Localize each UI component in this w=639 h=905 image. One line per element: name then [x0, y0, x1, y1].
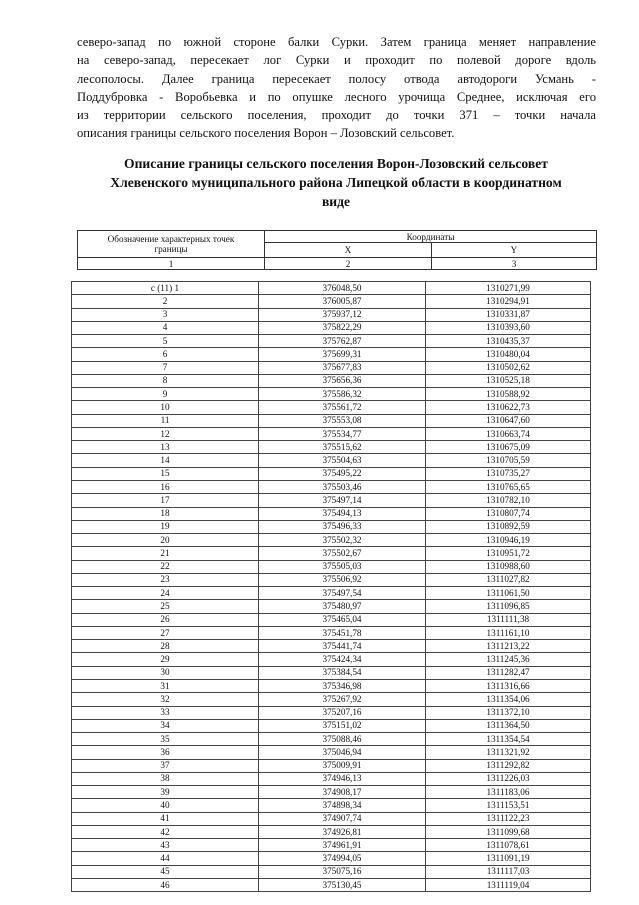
y-cell: 1310807,74 [426, 507, 591, 520]
y-cell: 1310782,10 [426, 494, 591, 507]
y-cell: 1311117,03 [426, 865, 591, 878]
y-cell: 1311226,03 [426, 772, 591, 785]
point-cell: 45 [72, 865, 259, 878]
point-cell: 40 [72, 799, 259, 812]
point-cell: 32 [72, 693, 259, 706]
table-row [72, 878, 591, 891]
table-row [72, 547, 591, 560]
y-cell: 1310705,59 [426, 454, 591, 467]
point-cell: 34 [72, 719, 259, 732]
point-cell: 20 [72, 534, 259, 547]
y-cell: 1311099,68 [426, 825, 591, 838]
table-row [72, 467, 591, 480]
y-cell: 1311372,10 [426, 706, 591, 719]
x-cell: 374946,13 [259, 772, 426, 785]
table-row [72, 865, 591, 878]
x-cell: 375494,13 [259, 507, 426, 520]
y-cell: 1310622,73 [426, 401, 591, 414]
x-cell: 374961,91 [259, 839, 426, 852]
table-row [72, 640, 591, 653]
y-cell: 1311119,04 [426, 878, 591, 891]
point-cell: 9 [72, 388, 259, 401]
y-cell: 1311183,06 [426, 786, 591, 799]
point-cell: 12 [72, 427, 259, 440]
point-cell: 35 [72, 733, 259, 746]
paragraph-line: описания границы сельского поселения Ворон – Лозовский сельсовет. [77, 126, 455, 141]
table-row [72, 799, 591, 812]
y-cell: 1311292,82 [426, 759, 591, 772]
point-cell: 2 [72, 295, 259, 308]
table-row [72, 626, 591, 639]
table-row [72, 600, 591, 613]
x-cell: 374994,05 [259, 852, 426, 865]
y-cell: 1310647,60 [426, 414, 591, 427]
x-cell: 375088,46 [259, 733, 426, 746]
table-row [72, 494, 591, 507]
x-cell: 375515,62 [259, 441, 426, 454]
point-cell: 22 [72, 560, 259, 573]
table-row [72, 613, 591, 626]
y-cell: 1311213,22 [426, 640, 591, 653]
table-row [72, 759, 591, 772]
y-cell: 1311096,85 [426, 600, 591, 613]
x-cell: 375465,04 [259, 613, 426, 626]
point-cell: 3 [72, 308, 259, 321]
x-cell: 375496,33 [259, 520, 426, 533]
point-cell: 41 [72, 812, 259, 825]
x-cell: 374926,81 [259, 825, 426, 838]
point-cell: 7 [72, 361, 259, 374]
x-cell: 375267,92 [259, 693, 426, 706]
point-cell: 4 [72, 321, 259, 334]
point-cell: 17 [72, 494, 259, 507]
y-cell: 1311061,50 [426, 587, 591, 600]
point-cell: 44 [72, 852, 259, 865]
y-cell: 1310892,59 [426, 520, 591, 533]
y-cell: 1310765,65 [426, 480, 591, 493]
y-cell: 1310393,60 [426, 321, 591, 334]
table-row [72, 282, 591, 295]
x-cell: 375553,08 [259, 414, 426, 427]
x-header: X [265, 243, 432, 258]
point-cell: 11 [72, 414, 259, 427]
y-cell: 1310525,18 [426, 374, 591, 387]
table-row [72, 308, 591, 321]
x-cell: 375656,36 [259, 374, 426, 387]
point-cell: 39 [72, 786, 259, 799]
table-row [72, 388, 591, 401]
column-number: 2 [265, 258, 432, 270]
x-cell: 375503,46 [259, 480, 426, 493]
y-cell: 1311153,51 [426, 799, 591, 812]
point-cell: 36 [72, 746, 259, 759]
table-row [72, 361, 591, 374]
table-row [72, 295, 591, 308]
table-row [72, 335, 591, 348]
point-cell: 5 [72, 335, 259, 348]
y-cell: 1311354,54 [426, 733, 591, 746]
point-cell: 25 [72, 600, 259, 613]
table-row [72, 401, 591, 414]
heading-line: Описание границы сельского поселения Ворон-Лозовский сельсовет [124, 156, 548, 171]
table-row [72, 454, 591, 467]
point-cell: 33 [72, 706, 259, 719]
table-row [72, 507, 591, 520]
point-cell: 16 [72, 480, 259, 493]
x-cell: 375384,54 [259, 666, 426, 679]
x-cell: 375075,16 [259, 865, 426, 878]
point-cell: 6 [72, 348, 259, 361]
paragraph-line: северо-запад по южной стороне балки Сурки. Затем граница меняет направление [77, 35, 596, 49]
y-cell: 1311282,47 [426, 666, 591, 679]
paragraph-line: лесополосы. Далее граница пересекает полосу отвода автодороги Усмань - [77, 71, 596, 86]
x-cell: 375009,91 [259, 759, 426, 772]
x-cell: 375046,94 [259, 746, 426, 759]
y-cell: 1311078,61 [426, 839, 591, 852]
y-cell: 1311364,50 [426, 719, 591, 732]
x-cell: 375699,31 [259, 348, 426, 361]
point-cell: 42 [72, 825, 259, 838]
point-cell: 8 [72, 374, 259, 387]
y-cell: 1311111,38 [426, 613, 591, 626]
column-number: 3 [432, 258, 597, 270]
x-cell: 374907,74 [259, 812, 426, 825]
point-cell: 21 [72, 547, 259, 560]
table-row [72, 852, 591, 865]
point-cell: 15 [72, 467, 259, 480]
x-cell: 375534,77 [259, 427, 426, 440]
x-cell: 375502,67 [259, 547, 426, 560]
x-cell: 375502,32 [259, 534, 426, 547]
y-cell: 1310480,04 [426, 348, 591, 361]
table-row [72, 520, 591, 533]
x-cell: 375586,32 [259, 388, 426, 401]
section-heading [70, 154, 602, 211]
point-designation-header: Обозначение характерных точек границы [78, 231, 265, 258]
table-row [72, 348, 591, 361]
y-cell: 1310331,87 [426, 308, 591, 321]
y-cell: 1311122,23 [426, 812, 591, 825]
y-cell: 1311354,06 [426, 693, 591, 706]
table-row [72, 679, 591, 692]
y-cell: 1311245,36 [426, 653, 591, 666]
point-cell: 29 [72, 653, 259, 666]
x-cell: 375497,54 [259, 587, 426, 600]
x-cell: 375506,92 [259, 573, 426, 586]
point-cell: 24 [72, 587, 259, 600]
table-row [72, 573, 591, 586]
point-cell: 31 [72, 679, 259, 692]
paragraph-line: из территории сельского поселения, проходит до точки 371 – точки начала [77, 108, 596, 123]
point-cell: 38 [72, 772, 259, 785]
table-row [72, 374, 591, 387]
x-cell: 374908,17 [259, 786, 426, 799]
x-cell: 375505,03 [259, 560, 426, 573]
x-cell: 375504,63 [259, 454, 426, 467]
point-cell: 28 [72, 640, 259, 653]
y-cell: 1311027,82 [426, 573, 591, 586]
point-cell: 37 [72, 759, 259, 772]
table-row [72, 666, 591, 679]
coordinates-header: Координаты [265, 231, 597, 243]
table-row [72, 480, 591, 493]
table-row [72, 653, 591, 666]
table-row [72, 706, 591, 719]
y-cell: 1311091,19 [426, 852, 591, 865]
x-cell: 374898,34 [259, 799, 426, 812]
table-row [72, 746, 591, 759]
point-cell: 10 [72, 401, 259, 414]
table-row [72, 560, 591, 573]
coordinates-table [71, 281, 591, 892]
paragraph-line: Поддубровка - Воробьевка и по опушке лесного урочища Среднее, исключая его [77, 89, 596, 104]
y-cell: 1310271,99 [426, 282, 591, 295]
table-row [72, 733, 591, 746]
x-cell: 375677,83 [259, 361, 426, 374]
table-row [72, 786, 591, 799]
boundary-description-paragraph [77, 33, 596, 143]
table-row [72, 534, 591, 547]
table-row [72, 719, 591, 732]
point-cell: 26 [72, 613, 259, 626]
x-cell: 375497,14 [259, 494, 426, 507]
point-cell: 23 [72, 573, 259, 586]
heading-line: виде [321, 194, 351, 209]
y-cell: 1310435,37 [426, 335, 591, 348]
point-cell: с (11) 1 [72, 282, 259, 295]
table-row [72, 839, 591, 852]
y-cell: 1310946,19 [426, 534, 591, 547]
table-row [72, 414, 591, 427]
point-cell: 43 [72, 839, 259, 852]
y-cell: 1310588,92 [426, 388, 591, 401]
x-cell: 375822,29 [259, 321, 426, 334]
point-cell: 30 [72, 666, 259, 679]
point-cell: 27 [72, 626, 259, 639]
table-row [72, 812, 591, 825]
table-row [72, 772, 591, 785]
table-row [72, 587, 591, 600]
x-cell: 376005,87 [259, 295, 426, 308]
table-row [72, 441, 591, 454]
y-cell: 1310735,27 [426, 467, 591, 480]
y-cell: 1311161,10 [426, 626, 591, 639]
point-cell: 18 [72, 507, 259, 520]
table-row [72, 825, 591, 838]
point-cell: 19 [72, 520, 259, 533]
x-cell: 375451,78 [259, 626, 426, 639]
point-cell: 13 [72, 441, 259, 454]
x-cell: 375480,97 [259, 600, 426, 613]
x-cell: 375346,98 [259, 679, 426, 692]
x-cell: 375151,02 [259, 719, 426, 732]
y-cell: 1311321,92 [426, 746, 591, 759]
point-cell: 14 [72, 454, 259, 467]
heading-line: Хлевенского муниципального района Липецкой области в координатном [110, 175, 562, 190]
y-cell: 1310675,09 [426, 441, 591, 454]
x-cell: 375561,72 [259, 401, 426, 414]
y-cell: 1310502,62 [426, 361, 591, 374]
x-cell: 375762,87 [259, 335, 426, 348]
y-cell: 1310988,60 [426, 560, 591, 573]
x-cell: 375424,34 [259, 653, 426, 666]
y-cell: 1310294,91 [426, 295, 591, 308]
y-cell: 1310951,72 [426, 547, 591, 560]
y-header: Y [432, 243, 597, 258]
x-cell: 375937,12 [259, 308, 426, 321]
y-cell: 1311316,66 [426, 679, 591, 692]
table-row [72, 693, 591, 706]
y-cell: 1310663,74 [426, 427, 591, 440]
x-cell: 375207,16 [259, 706, 426, 719]
paragraph-line: на северо-запад, пересекает лог Сурки и проходит по полевой дороге вдоль [77, 53, 596, 68]
table-row [72, 427, 591, 440]
x-cell: 375495,22 [259, 467, 426, 480]
x-cell: 375441,74 [259, 640, 426, 653]
table-row [72, 321, 591, 334]
x-cell: 376048,50 [259, 282, 426, 295]
x-cell: 375130,45 [259, 878, 426, 891]
point-cell: 46 [72, 878, 259, 891]
coordinates-table-header [77, 230, 597, 270]
column-number: 1 [78, 258, 265, 270]
